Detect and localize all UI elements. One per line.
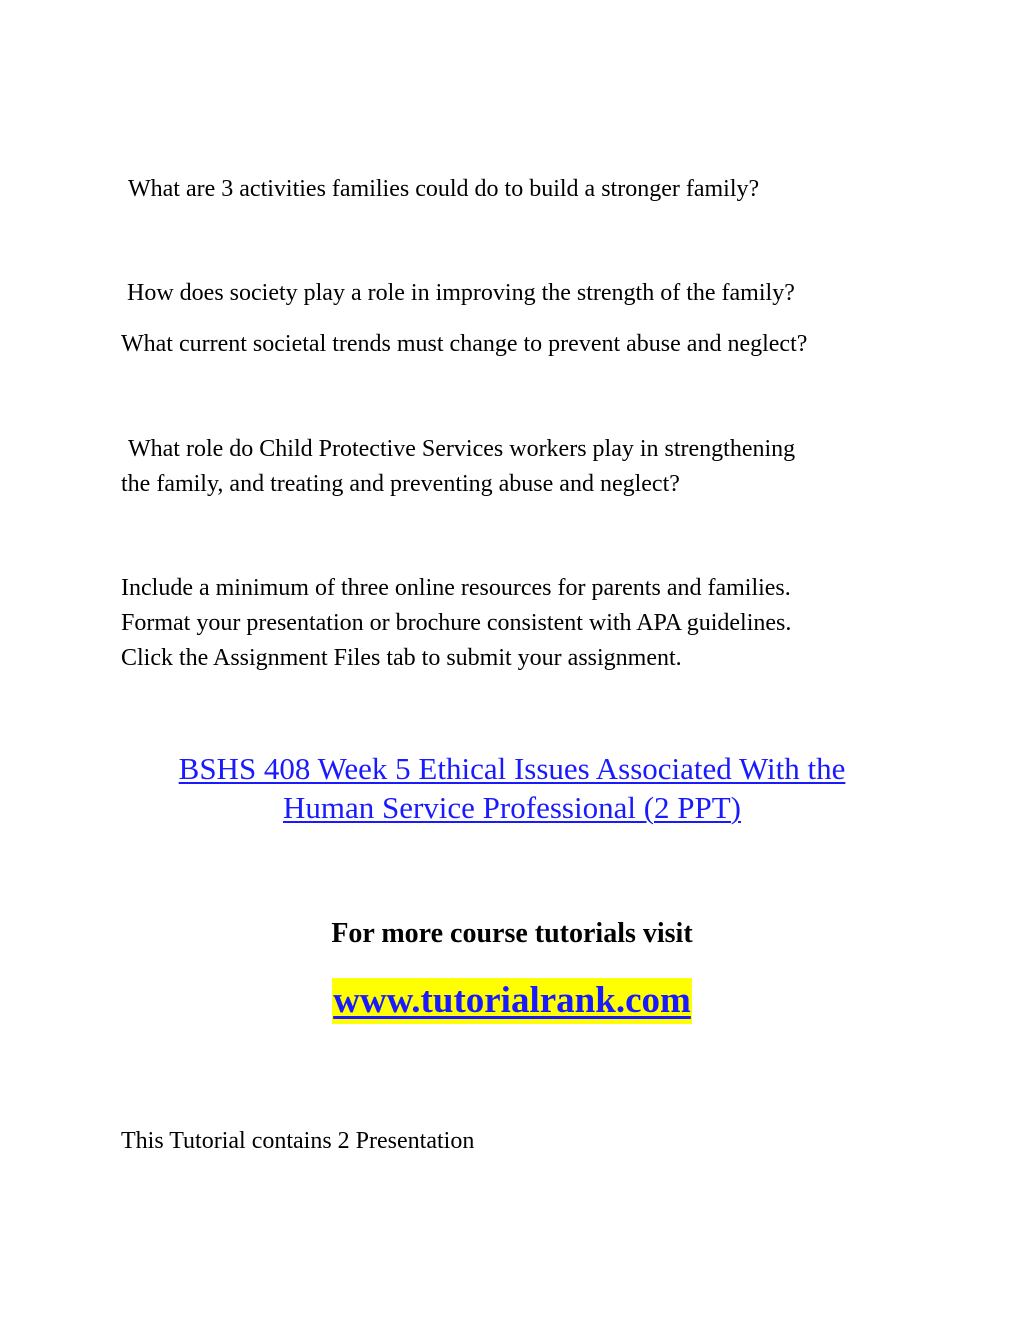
website-wrap [0,978,1024,1024]
question-cps-role [121,432,795,502]
instruction-line: Click the Assignment Files tab to submit your assignment. [121,645,682,671]
question-cps-line-2: the family, and treating and preventing abuse and neglect? [121,471,680,497]
question-activities: What are 3 activities families could do to build a stronger family? [128,176,760,202]
question-cps-line-1: What role do Child Protective Services workers play in strengthening [128,436,796,462]
course-title-link-block [0,749,1024,827]
website-link[interactable]: www.tutorialrank.com [333,980,691,1021]
course-title-link-line-2[interactable]: Human Service Professional (2 PPT) [282,790,742,825]
tutorial-note: This Tutorial contains 2 Presentation [121,1128,475,1154]
instruction-line: Include a minimum of three online resources for parents and families. [121,575,791,601]
more-tutorials-heading: For more course tutorials visit [331,918,693,949]
website-highlight [332,978,692,1024]
question-societal-trends: What current societal trends must change to prevent abuse and neglect? [121,331,808,357]
question-society-role: How does society play a role in improving the strength of the family? [127,280,795,306]
course-title-link-line-1[interactable]: BSHS 408 Week 5 Ethical Issues Associated With the [178,751,846,786]
instructions-block [121,571,791,676]
instruction-line: Format your presentation or brochure consistent with APA guidelines. [121,610,792,636]
